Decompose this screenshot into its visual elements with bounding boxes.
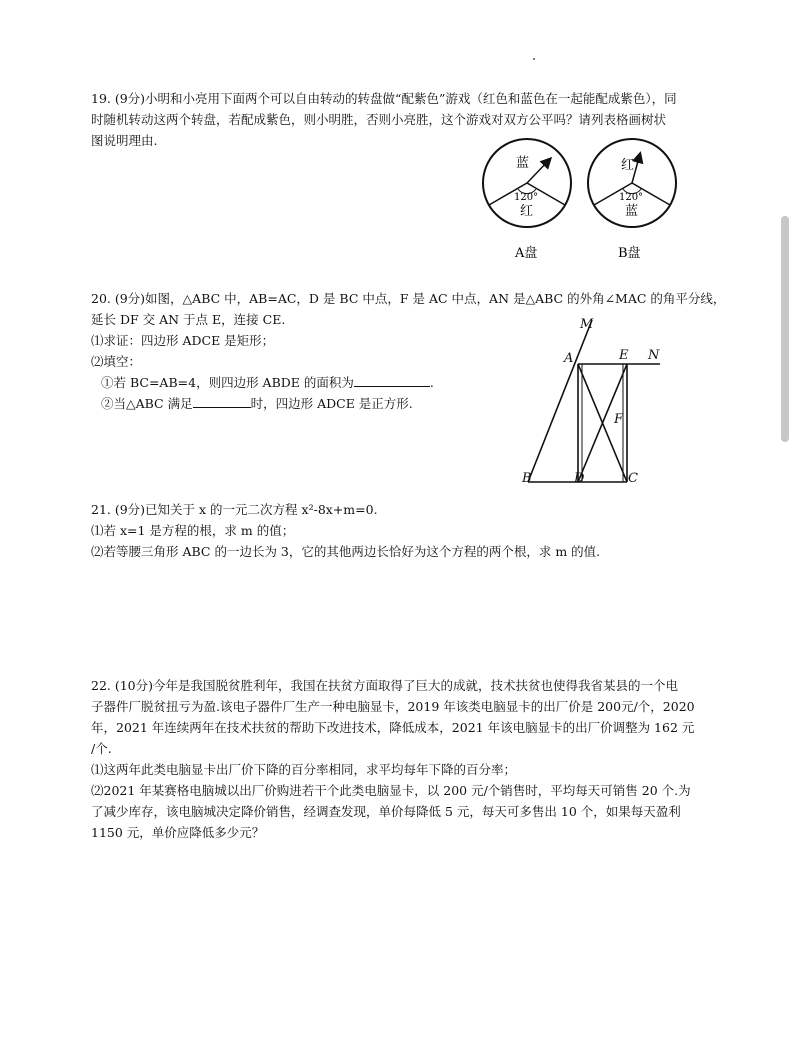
label-c: C (628, 471, 638, 486)
q21-line-1: 21. (9分)已知关于 x 的一元二次方程 x²-8x+m=0. (91, 502, 378, 517)
disk-a-angle: 120° (514, 192, 539, 203)
label-b: B (522, 471, 532, 486)
disk-a-bottom-label: 红 (520, 204, 534, 219)
label-f: F (614, 412, 624, 427)
q19-line-1: 19. (9分)小明和小亮用下面两个可以自由转动的转盘做“配紫色”游戏（红色和蓝色在一起能配成紫色），同 (91, 91, 677, 106)
spinner-disk-b (588, 139, 676, 261)
geometry-figure (512, 312, 682, 488)
answer-blank-2 (193, 393, 251, 408)
q22-part-2a: ⑵2021 年某赛格电脑城以出厂价购进若干个此类电脑显卡，以 200 元/个销售时，平均每天可销售 20 个.为 (91, 783, 691, 798)
q20-part-2: ⑵填空： (91, 354, 142, 369)
q20-sub-1-text: ①若 BC=AB=4，则四边形 ABDE 的面积为 (101, 375, 354, 390)
question-22 (91, 675, 713, 843)
q22-line-4: /个. (91, 741, 112, 756)
q21-part-2: ⑵若等腰三角形 ABC 的一边长为 3，它的其他两边长恰好为这个方程的两个根，求 m 的值. (91, 544, 601, 559)
q19-line-3: 图说明理由. (91, 133, 158, 148)
q22-part-2b: 了减少库存，该电脑城决定降价销售，经调查发现，单价每降低 5 元，每天可多售出 10 个，如果每天盈利 (91, 804, 681, 819)
question-21 (91, 499, 713, 562)
answer-blank-1 (354, 372, 430, 387)
disk-b-angle: 120° (619, 192, 644, 203)
label-d: D (574, 471, 585, 486)
q22-part-2c: 1150 元，单价应降低多少元？ (91, 825, 265, 840)
q22-line-2: 子器件厂脱贫扭亏为盈.该电子器件厂生产一种电脑显卡，2019 年该类电脑显卡的出厂价是 200元/个，2020 (91, 699, 695, 714)
spinner-figure (480, 134, 690, 264)
q20-line-1: 20. (9分)如图，△ABC 中，AB=AC，D 是 BC 中点，F 是 AC 中点，AN 是△ABC 的外角∠MAC 的角平分线， (91, 291, 726, 306)
label-e: E (619, 348, 629, 363)
q20-sub-2-end: 时，四边形 ADCE 是正方形. (250, 396, 413, 411)
pointer-arrow-icon (527, 159, 550, 183)
disk-a-caption: A盘 (515, 246, 538, 261)
spinner-disk-a (483, 139, 571, 261)
disk-a-top-label: 蓝 (516, 156, 530, 171)
q20-line-2: 延长 DF 交 AN 于点 E，连接 CE. (91, 312, 286, 327)
vertical-scrollbar[interactable] (781, 216, 789, 442)
disk-b-caption: B盘 (618, 246, 641, 261)
q22-line-1: 22. (10分)今年是我国脱贫胜利年，我国在扶贫方面取得了巨大的成就，技术扶贫也使得我省某县的一个电 (91, 678, 679, 693)
q20-part-1: ⑴求证：四边形 ADCE 是矩形； (91, 333, 275, 348)
label-m: M (580, 317, 594, 332)
label-n: N (648, 348, 660, 363)
q22-line-3: 年，2021 年连续两年在技术扶贫的帮助下改进技术，降低成本，2021 年该电脑显卡的出厂价调整为 162 元 (91, 720, 695, 735)
q21-part-1: ⑴若 x=1 是方程的根，求 m 的值； (91, 523, 295, 538)
q19-line-2: 时随机转动这两个转盘，若配成紫色，则小明胜，否则小亮胜，这个游戏对双方公平吗？请列表格画树状 (91, 112, 667, 127)
q20-sub-2-text: ②当△ABC 满足 (101, 396, 193, 411)
label-a: A (564, 351, 574, 366)
q20-sub-1-end: . (429, 375, 434, 390)
disk-b-top-label: 红 (621, 158, 635, 173)
scan-dot (533, 58, 535, 60)
q22-part-1: ⑴这两年此类电脑显卡出厂价下降的百分率相同，求平均每年下降的百分率； (91, 762, 517, 777)
disk-b-bottom-label: 蓝 (625, 204, 639, 219)
